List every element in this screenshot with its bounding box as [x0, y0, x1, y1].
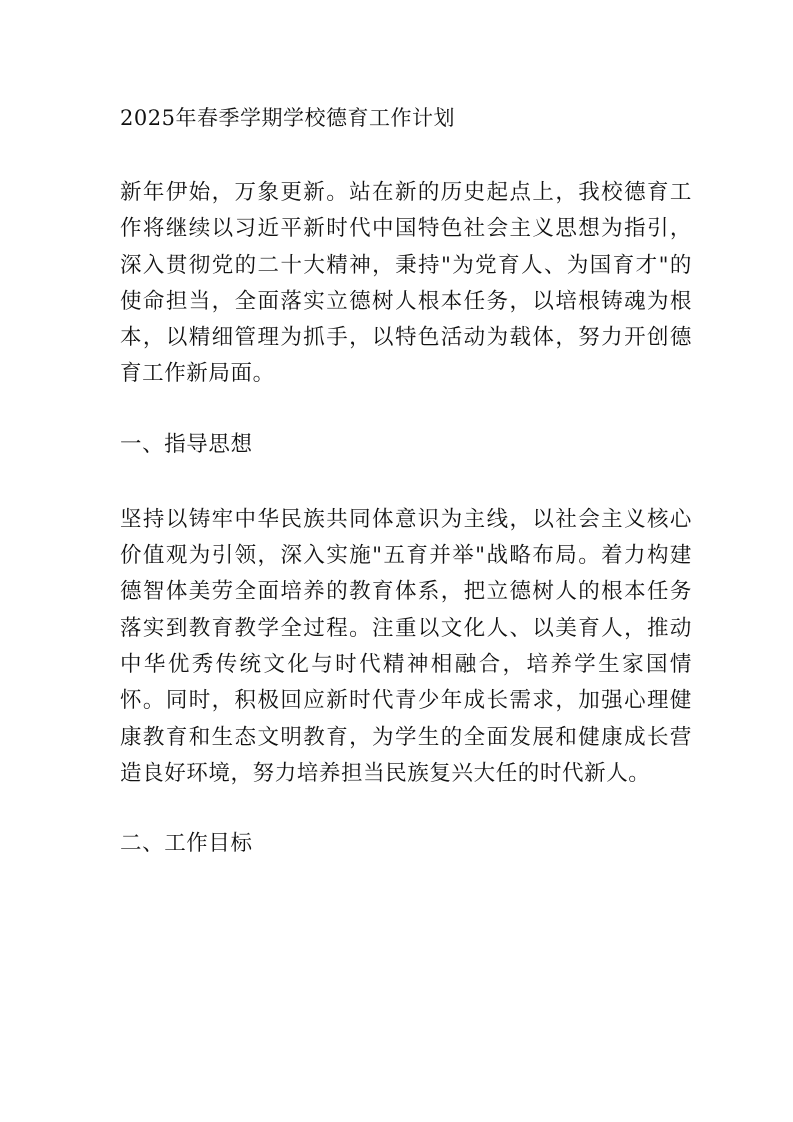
- section-heading-work-goals: 二、工作目标: [120, 831, 253, 857]
- document-title: 2025年春季学期学校德育工作计划: [120, 106, 455, 130]
- section-heading-guiding-ideology: 一、指导思想: [120, 431, 253, 457]
- document-body: [120, 100, 692, 901]
- guiding-ideology-paragraph: 坚持以铸牢中华民族共同体意识为主线，以社会主义核心价值观为引领，深入实施"五育并举"战略布局。着力构建德智体美劳全面培养的教育体系，把立德树人的根本任务落实到教育教学全过程。注重以文化人、以美育人，推动中华优秀传统文化与时代精神相融合，培养学生家国情怀。同时，积极回应新时代青少年成长需求，加强心理健康教育和生态文明教育，为学生的全面发展和健康成长营造良好环境，努力培养担当民族复兴大任的时代新人。: [120, 506, 692, 786]
- intro-paragraph: 新年伊始，万象更新。站在新的历史起点上，我校德育工作将继续以习近平新时代中国特色社会主义思想为指引，深入贯彻党的二十大精神，秉持"为党育人、为国育才"的使命担当，全面落实立德树人根本任务，以培根铸魂为根本，以精细管理为抓手，以特色活动为载体，努力开创德育工作新局面。: [120, 180, 692, 387]
